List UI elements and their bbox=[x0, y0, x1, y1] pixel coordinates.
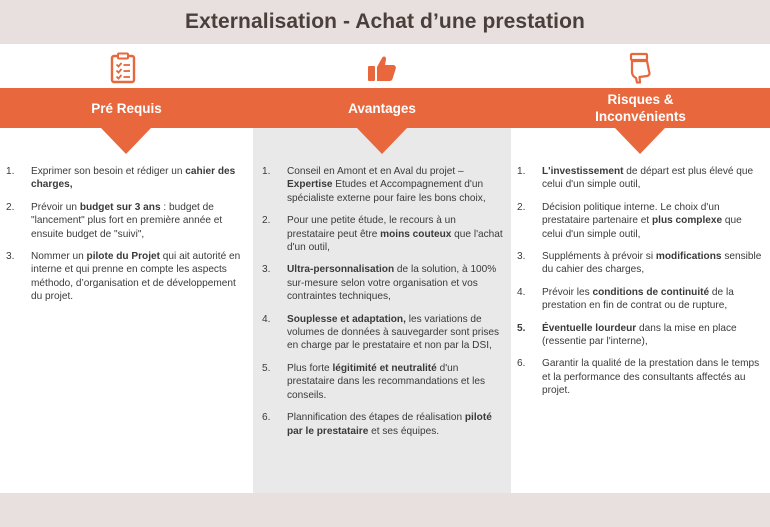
list-item bbox=[262, 214, 511, 254]
list-item-number: 2. bbox=[517, 201, 526, 213]
list-item-number: 1. bbox=[6, 166, 15, 177]
list-item-emphasis: Éventuelle lourdeur bbox=[542, 322, 637, 334]
list-item bbox=[262, 263, 511, 303]
list-item-number: 4. bbox=[262, 313, 271, 325]
list-item-text: les variations de volumes de données à sauvegarder sont prises en charge par le prestataire et non par la DSI, bbox=[287, 313, 500, 352]
list-item-number: 5. bbox=[262, 362, 271, 374]
column-avantages bbox=[253, 128, 511, 493]
list-item bbox=[517, 357, 770, 397]
list-item-emphasis: légitimité et neutralité bbox=[332, 362, 437, 374]
list-item-text: que celui d'un simple outil, bbox=[542, 215, 742, 240]
list-item-emphasis: moins couteux bbox=[380, 228, 452, 240]
list-item-emphasis: modifications bbox=[655, 251, 722, 263]
icon-row bbox=[0, 44, 770, 88]
list-item-number: 1. bbox=[517, 166, 526, 177]
list-item-number: 6. bbox=[517, 358, 526, 370]
page-title: Externalisation - Achat d’une prestation bbox=[185, 10, 585, 33]
list-item-number: 5. bbox=[517, 322, 526, 334]
list-item bbox=[517, 322, 770, 349]
list-avantages bbox=[253, 165, 511, 438]
list-item-text: Nommer un bbox=[31, 251, 87, 263]
arrow-prerequis bbox=[101, 128, 151, 154]
list-item-emphasis: Souplesse et adaptation, bbox=[287, 313, 406, 325]
clipboard-checklist-icon bbox=[108, 52, 138, 84]
list-item-number: 2. bbox=[6, 201, 15, 213]
list-item bbox=[517, 286, 770, 313]
list-item-emphasis: plus complexe bbox=[651, 215, 723, 227]
list-item-text: de la prestation en fin de contrat ou de rupture, bbox=[542, 286, 734, 312]
footer-bar bbox=[0, 493, 770, 527]
list-item bbox=[262, 313, 511, 353]
list-item-emphasis: Expertise bbox=[287, 179, 333, 191]
list-item-emphasis: piloté par le prestataire bbox=[287, 412, 492, 437]
list-item-text: : budget de "lancement" plus fort en première année et ensuite budget de "suivi", bbox=[31, 201, 223, 240]
list-item bbox=[262, 362, 511, 402]
list-item-text: de la solution, à 100% sur-mesure selon votre organisation et vos contraintes techniques, bbox=[287, 264, 497, 303]
list-item bbox=[6, 201, 253, 241]
list-item-text: Suppléments à prévoir si bbox=[542, 251, 656, 263]
list-item-text: de départ est plus élevé que celui d'un simple outil, bbox=[542, 166, 754, 191]
list-item-text: Prévoir un bbox=[31, 201, 80, 213]
list-item bbox=[6, 165, 253, 192]
list-risques bbox=[511, 165, 770, 398]
list-item-emphasis: pilote du Projet bbox=[86, 251, 160, 263]
list-item-number: 3. bbox=[517, 251, 526, 263]
list-item-text: Garantir la qualité de la prestation dans le temps et la performance des consultants affectés au projet. bbox=[542, 358, 760, 397]
list-item-text: qui ait autorité en interne et qui prenne en compte les aspects méthodo, d’organisation et de développement du projet. bbox=[31, 251, 241, 303]
list-item-text: d'un prestataire dans les recommandations et les conseils. bbox=[287, 362, 486, 401]
list-item-text: Plus forte bbox=[287, 362, 333, 374]
list-item-number: 6. bbox=[262, 412, 271, 424]
list-item bbox=[517, 165, 770, 192]
list-item-emphasis: Ultra-personnalisation bbox=[287, 264, 395, 276]
list-item bbox=[517, 250, 770, 277]
list-item-text: dans la mise en place (ressentie par l'interne), bbox=[542, 322, 737, 348]
list-item-number: 1. bbox=[262, 166, 271, 177]
list-item-text: sensible du cahier des charges, bbox=[542, 251, 762, 276]
list-item bbox=[517, 201, 770, 241]
list-item-text: et ses équipes. bbox=[368, 425, 440, 437]
list-item-emphasis: cahier des charges, bbox=[31, 166, 236, 191]
column-heading-risques: Risques & Inconvénients bbox=[595, 92, 686, 124]
list-item-number: 3. bbox=[6, 251, 15, 263]
list-item-number: 2. bbox=[262, 215, 271, 227]
list-item bbox=[262, 165, 511, 205]
list-item-text: Plannification des étapes de réalisation bbox=[287, 412, 465, 424]
title-bar bbox=[0, 0, 770, 44]
list-item bbox=[6, 250, 253, 304]
list-item-text: Conseil en Amont et en Aval du projet – bbox=[287, 166, 464, 177]
column-prerequis bbox=[0, 128, 253, 493]
column-risques bbox=[511, 128, 770, 493]
arrow-avantages bbox=[357, 128, 407, 154]
list-item-emphasis: conditions de continuité bbox=[592, 286, 710, 298]
list-item-number: 4. bbox=[517, 286, 526, 298]
arrow-risques bbox=[615, 128, 665, 154]
list-item-text: Pour une petite étude, le recours à un prestataire peut être bbox=[287, 215, 456, 240]
list-item-text: Prévoir les bbox=[542, 286, 593, 298]
list-item-number: 3. bbox=[262, 264, 271, 276]
thumbs-down-icon bbox=[623, 52, 655, 84]
list-prerequis bbox=[0, 165, 253, 304]
list-item-emphasis: L'investissement bbox=[542, 166, 624, 177]
column-heading-prerequis: Pré Requis bbox=[91, 100, 162, 116]
list-item-emphasis: budget sur 3 ans bbox=[79, 201, 161, 213]
thumbs-up-icon bbox=[366, 52, 398, 84]
list-item-text: Etudes et Accompagnement d'un spécialiste externe pour faire les bons choix, bbox=[287, 179, 486, 204]
list-item-text: Décision politique interne. Le choix d'un prestataire partenaire et bbox=[542, 201, 720, 227]
list-item bbox=[262, 411, 511, 438]
list-item-text: Exprimer son besoin et rédiger un bbox=[31, 166, 186, 177]
column-heading-avantages: Avantages bbox=[348, 100, 416, 116]
list-item-text: que l'achat d'un outil, bbox=[287, 228, 503, 254]
